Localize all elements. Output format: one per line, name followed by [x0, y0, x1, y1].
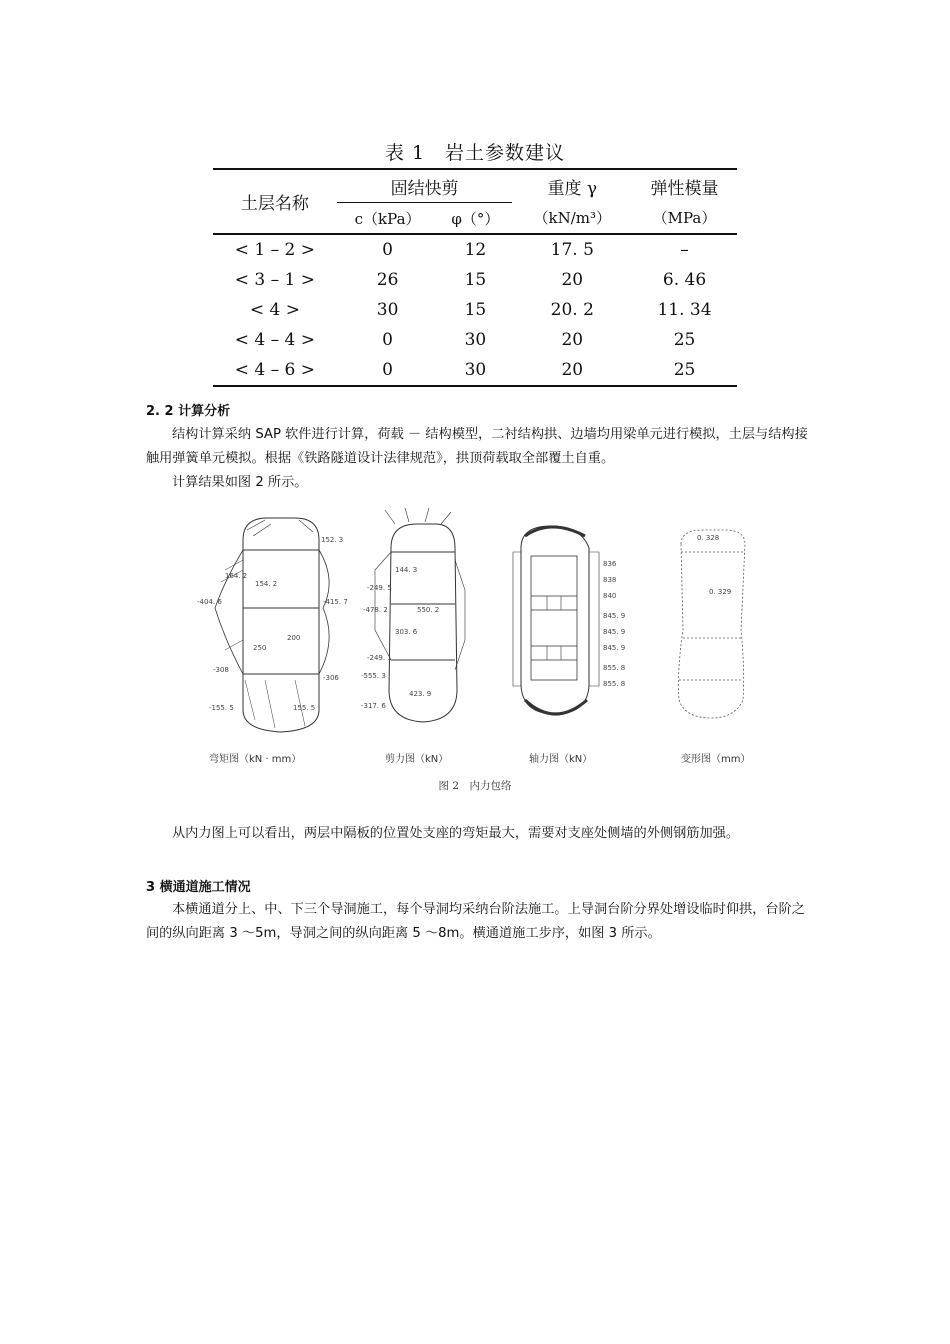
moment-label: 155. 5: [293, 704, 316, 712]
cell-c: 0: [382, 240, 393, 260]
shear-label: 144. 3: [395, 566, 418, 574]
cell-phi: 12: [464, 240, 487, 260]
cell-phi: 30: [464, 330, 487, 350]
axial-label: 855. 8: [603, 664, 626, 672]
section-heading-3: 3 横通道施工情况: [146, 880, 251, 895]
deform-label: 0. 329: [709, 588, 732, 596]
shear-label: 550. 2: [417, 606, 440, 614]
moment-label: -155. 5: [209, 704, 234, 712]
header-gamma: 重度 γ: [512, 169, 632, 203]
cell-phi: 15: [464, 270, 487, 290]
moment-label: 200: [287, 634, 301, 642]
header-layer-name: 土层名称: [213, 169, 337, 234]
cell-phi: 30: [438, 355, 512, 386]
axial-label: 845. 9: [603, 628, 626, 636]
cell-layer: < 4 – 6 >: [213, 355, 337, 386]
table-row: [213, 325, 737, 355]
cell-gamma: 20: [561, 330, 584, 350]
cell-gamma: 20. 2: [550, 300, 594, 320]
header-c: c（kPa）: [337, 203, 439, 235]
header-modulus: 弹性模量: [632, 169, 737, 203]
cell-c: 0: [382, 330, 393, 350]
axial-label: 838: [603, 576, 617, 584]
cell-layer: < 3 – 1 >: [234, 270, 316, 290]
internal-force-figure: [195, 500, 755, 800]
figure-caption: 图 2 内力包络: [438, 780, 512, 792]
cell-gamma: 20: [561, 270, 584, 290]
deformation-diagram: [679, 530, 746, 718]
cell-gamma: 20: [512, 355, 632, 386]
cell-modulus: 11. 34: [657, 300, 712, 320]
cell-c: 26: [376, 270, 399, 290]
shear-label: -317. 6: [361, 702, 386, 710]
axial-label: 840: [603, 592, 617, 600]
header-modulus-unit: （MPa）: [632, 203, 737, 235]
shear-label: 303. 6: [395, 628, 418, 636]
table-row: [213, 295, 737, 325]
shear-label: -249. 5: [367, 584, 392, 592]
moment-diagram: [215, 518, 329, 732]
shear-label: -249. 1: [367, 654, 392, 662]
cell-modulus: 25: [673, 330, 696, 350]
moment-caption: 弯矩图（kN · mm）: [209, 754, 302, 765]
cell-layer: < 4 >: [249, 300, 300, 320]
table-row: [213, 234, 737, 265]
shear-label: -555. 3: [361, 672, 386, 680]
axial-label: 845. 9: [603, 612, 626, 620]
cell-layer: < 1 – 2 >: [234, 240, 316, 260]
paragraph-results-ref: 计算结果如图 2 所示。: [172, 475, 308, 490]
moment-label: -404. 6: [197, 598, 222, 606]
moment-label: -306: [323, 674, 339, 682]
table-row: [213, 265, 737, 295]
paragraph-analysis: 结构计算采纳 SAP 软件进行计算，荷载 － 结构模型，二衬结构拱、边墙均用梁单元进行模拟，土层与结构接触用弹簧单元模拟。根据《铁路隧道设计法律规范》，拱顶荷载取全部覆土自重。: [146, 427, 808, 466]
moment-label: 154. 2: [255, 580, 278, 588]
shear-label: 423. 9: [409, 690, 432, 698]
cell-modulus: 25: [632, 355, 737, 386]
paragraph-construction: 本横通道分上、中、下三个导洞施工，每个导洞均采纳台阶法施工。上导洞台阶分界处增设临时仰拱，台阶之间的纵向距离 3 ～5m，导洞之间的纵向距离 5 ～8m。横通道施工步序，如图 3 所示。: [146, 902, 805, 941]
shear-label: -478. 2: [363, 606, 388, 614]
header-quick-shear: 固结快剪: [337, 169, 513, 203]
axial-label: 845. 9: [603, 644, 626, 652]
moment-label: -415. 7: [323, 598, 348, 606]
axial-diagram: [513, 526, 599, 714]
cell-modulus: –: [680, 240, 689, 260]
header-phi: φ（°）: [438, 203, 512, 235]
deform-caption: 变形图（mm）: [681, 754, 751, 765]
axial-label: 855. 8: [603, 680, 626, 688]
cell-c: 30: [376, 300, 399, 320]
cell-c: 0: [337, 355, 439, 386]
cell-layer: < 4 – 4 >: [234, 330, 316, 350]
section-heading-2-2: 2. 2 计算分析: [146, 404, 231, 419]
cell-phi: 15: [464, 300, 487, 320]
cell-gamma: 17. 5: [550, 240, 594, 260]
moment-label: 164. 2: [225, 572, 248, 580]
table-title: 表 1 岩土参数建议: [384, 142, 566, 164]
paragraph-conclusion: 从内力图上可以看出，两层中隔板的位置处支座的弯矩最大，需要对支座处侧墙的外侧钢筋加强。: [172, 826, 740, 841]
moment-label: 250: [253, 644, 267, 652]
table-row: [213, 355, 737, 386]
shear-caption: 剪力图（kN）: [385, 754, 449, 765]
moment-label: 152. 3: [321, 536, 344, 544]
axial-caption: 轴力图（kN）: [529, 754, 593, 765]
soil-parameter-table: [213, 168, 737, 387]
moment-label: -308: [213, 666, 229, 674]
cell-modulus: 6. 46: [662, 270, 707, 290]
deform-label: 0. 328: [697, 534, 720, 542]
header-gamma-unit: （kN/m³）: [512, 203, 632, 235]
axial-label: 836: [603, 560, 617, 568]
